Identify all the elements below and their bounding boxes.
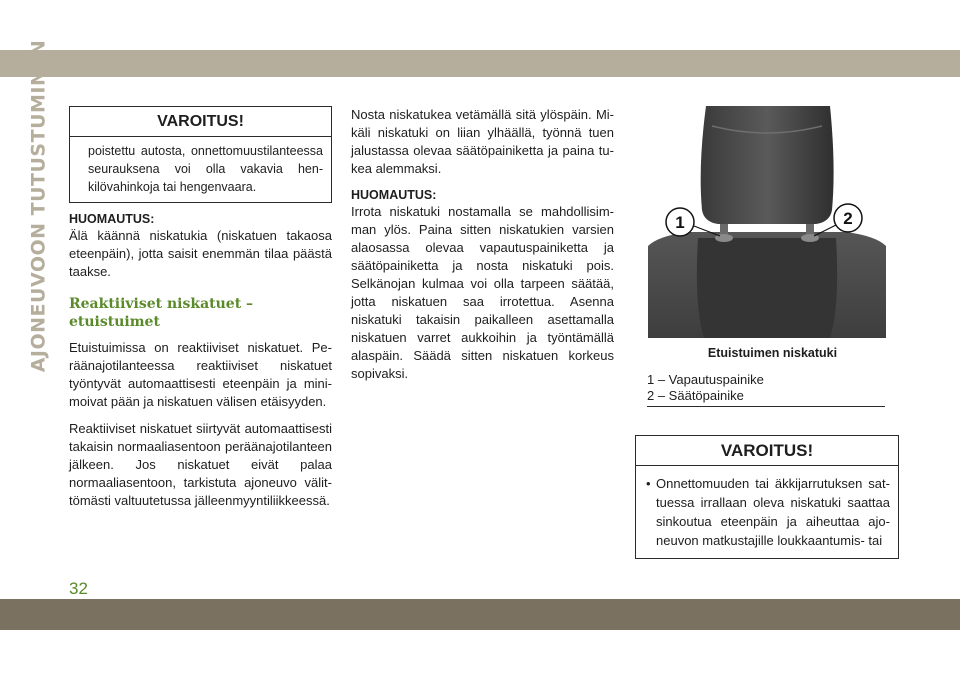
section-tab [25, 39, 51, 373]
legend-item-1: 1 – Vapautuspainike [647, 372, 764, 387]
paragraph-2: Reaktiiviset niskatuet siirtyvät automaattisesti takaisin normaaliasentoon peräänajotilanteen jälkeen. Jos niskatuet eivät palaa normaaliasentoon, tarkistuta ajoneuvo välittömästi valtuutetussa jälleenmyyntiliikkeessä. [69, 421, 332, 508]
warning-bullet-text: Onnettomuuden tai äkkijarrutuksen sattuessa irrallaan oleva niskatuki saattaa sinkoutua eteenpäin ja aiheuttaa ajoneuvon matkustajille loukkaantumis- tai [656, 476, 890, 548]
column-1 [69, 106, 332, 519]
paragraph-3: Nosta niskatukea vetämällä sitä ylöspäin. Mikäli niskatuki on liian ylhäällä, työnnä tuen jalustassa olevaa säätöpainiketta ja paina tukea alemmaksi. [351, 107, 614, 176]
headrest-illustration [648, 106, 886, 338]
note-text-2: Irrota niskatuki nostamalla se mahdollisimman ylös. Paina sitten niskatukien varsien alaosassa olevaa vapautuspainiketta ja säätöpainiketta ja nosta niskatuki pois. Selkänojan kulmaa voi olla tarpeen säätää, jotta niskatuen saa irrotettua. Asenna niskatuki takaisin paikalleen asettamalla niskatuen varret aukkoihin ja työntämällä alaspäin. Säädä sitten niskatuen korkeus sopivaksi. [351, 204, 614, 381]
warning-title-2: VAROITUS! [636, 436, 898, 466]
note-title-1: HUOMAUTUS: [69, 212, 155, 226]
note-text-1: Älä käännä niskatukia (niskatuen takaosa eteenpäin), jotta saisit enemmän tilaa päästä taakse. [69, 228, 332, 279]
warning-text-1: poistettu autosta, onnettomuustilanteessa seurauksena voi olla vakavia henkilövahinkoja tai hengenvaara. [88, 144, 323, 194]
bullet-icon: • [646, 476, 651, 491]
seat-headrest-icon [648, 106, 886, 338]
note-title-2: HUOMAUTUS: [351, 188, 437, 202]
callout-1: 1 [675, 213, 685, 232]
figure-caption: Etuistuimen niskatuki [707, 346, 838, 360]
paragraph-1: Etuistuimissa on reaktiiviset niskatuet. Peräänajotilanteessa reaktiiviset niskatuet työntyvät automaattisesti eteenpäin ja minimoivat pään ja niskatuen välisen etäisyyden. [69, 340, 332, 409]
callout-2: 2 [843, 209, 853, 228]
legend-item-2: 2 – Säätöpainike [647, 388, 744, 403]
column-3 [647, 106, 898, 407]
header-band [0, 50, 960, 77]
figure-legend [647, 372, 885, 407]
warning-title-1: VAROITUS! [70, 107, 331, 137]
section-heading: Reaktiiviset niskatuet – etuistuimet [69, 296, 254, 330]
footer-band [0, 599, 960, 630]
page-number: 32 [69, 579, 88, 598]
warning-bullet [646, 474, 890, 550]
warning-box-1 [69, 106, 332, 203]
section-tab-label: AJONEUVOON TUTUSTUMINEN [27, 39, 50, 373]
warning-box-2 [635, 435, 899, 559]
column-2 [351, 106, 614, 392]
